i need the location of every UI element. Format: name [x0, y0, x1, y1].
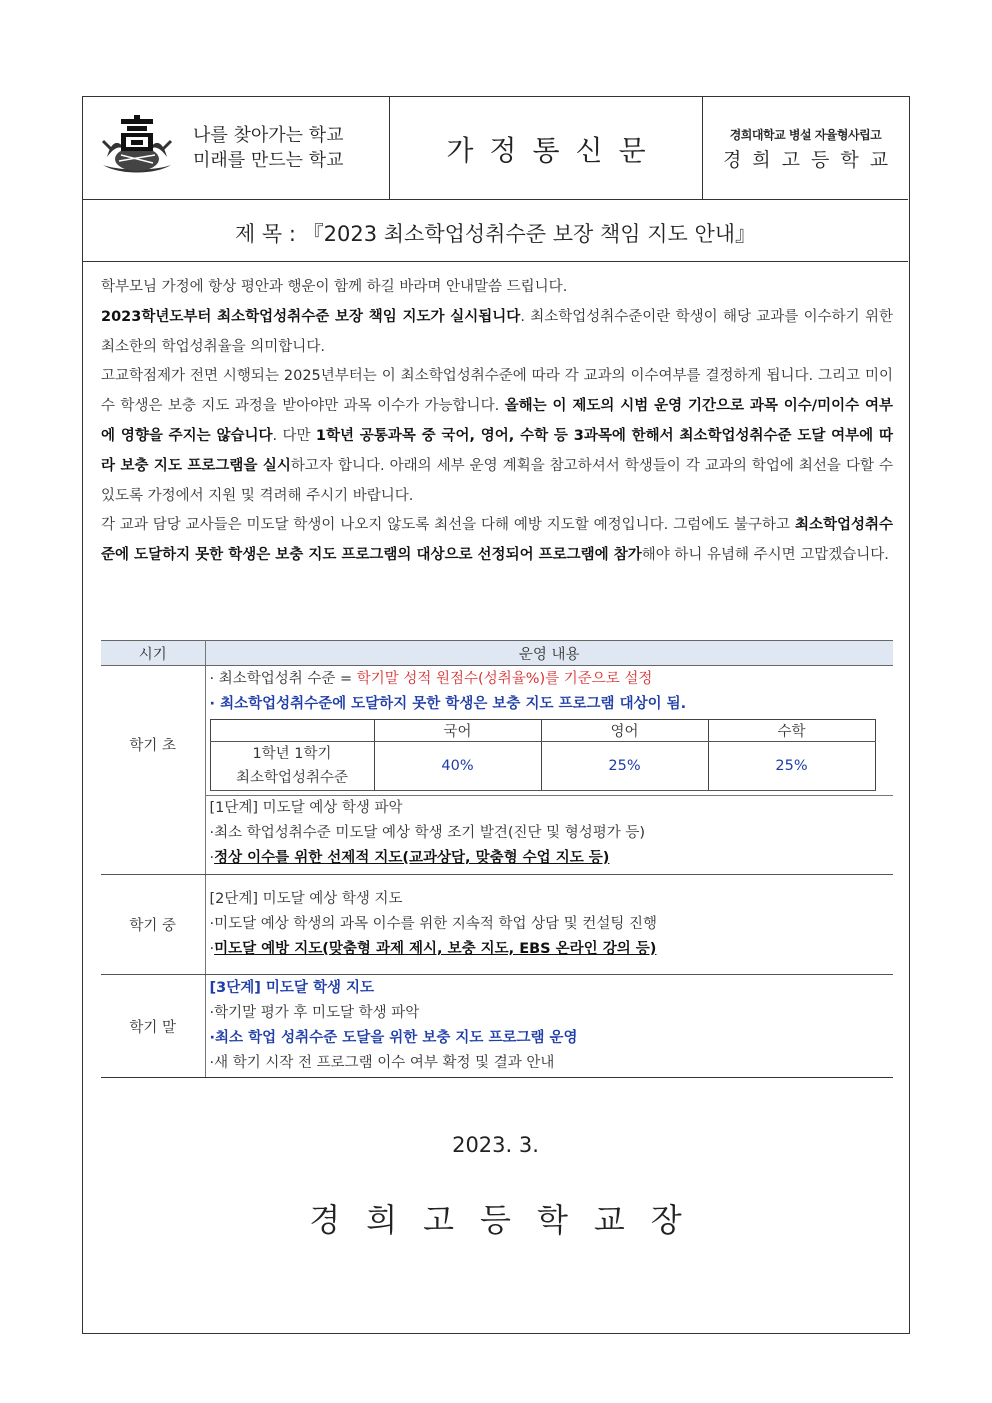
plan-text: · [209, 941, 215, 957]
row-label-line-2: 최소학업성취수준 [235, 770, 349, 786]
plan-content-late [205, 975, 893, 1078]
header-school-cell [703, 97, 908, 200]
intro-paragraph-2 [101, 303, 893, 363]
intro-paragraph-3 [101, 362, 893, 511]
step-line: ·최소 학업 성취수준 도달을 위한 보충 지도 프로그램 운영 [209, 1030, 578, 1046]
plan-highlight-red: 학기말 성적 원점수(성취율%)를 기준으로 설정 [356, 671, 653, 687]
column-header-period: 시기 [101, 641, 205, 666]
row-label [210, 742, 374, 791]
subject-row [83, 200, 908, 262]
step-title: [3단계] 미도달 학생 지도 [209, 980, 375, 996]
period-label: 학기 초 [101, 666, 205, 875]
school-affiliation: 경희대학교 병설 자율형사립고 [729, 128, 882, 142]
intro-text: 하고자 합니다. 아래의 세부 운영 계획을 참고하셔서 학생들이 각 교과의 학업에 최선을 다할 수 있도록 가정에서 지원 및 격려해 주시기 바랍니다. [101, 457, 893, 504]
plan-header-row [101, 641, 893, 666]
intro-emphasis: 최소학업성취수준에 도달하지 못한 학생은 보충 지도 프로그램의 대상으로 선정되어 프로그램에 참가 [101, 517, 893, 564]
principal-signature: 경희고등학교장 [309, 1201, 708, 1239]
intro-text: . 다만 [272, 427, 316, 444]
subject-title: 제 목 : 『2023 최소학업성취수준 보장 책임 지도 안내』 [234, 222, 757, 246]
header-motto-cell [83, 97, 390, 200]
period-label: 학기 말 [101, 975, 205, 1078]
step-line: ·최소 학업성취수준 미도달 예상 학생 조기 발견(진단 및 형성평가 등) [209, 825, 646, 841]
step-line [206, 937, 894, 962]
step-line: ·새 학기 시작 전 프로그램 이수 여부 확정 및 결과 안내 [209, 1055, 555, 1071]
intro-emphasis: 올해는 이 제도의 시범 운영 기간으로 과목 이수/미이수 여부에 영향을 주지는 않습니다 [101, 398, 894, 444]
intro-text: 해야 하니 유념해 주시면 고맙겠습니다. [641, 547, 889, 564]
empty-corner-cell [210, 720, 374, 742]
school-emblem-icon [99, 115, 175, 179]
subject-header: 영어 [541, 720, 708, 742]
intro-emphasis: 1학년 공통과목 중 국어, 영어, 수학 등 3과목에 한해서 최소학업성취수준 도달 여부에 따라 보충 지도 프로그램을 실시 [101, 427, 893, 474]
intro-text: 고교학점제가 전면 시행되는 2025년부터는 이 최소학업성취수준에 따라 각 교과의 이수여부를 결정하게 됩니다. 그리고 미이수 학생은 보충 지도 과정을 받아야만 과목 이수가 가능합니다. [101, 368, 893, 415]
plan-underlined: 정상 이수를 위한 선제적 지도(교과상담, 맞춤형 수업 지도 등) [214, 850, 610, 866]
intro-paragraph-4 [101, 511, 893, 571]
notice-date: 2023. 3. [452, 1133, 539, 1157]
plan-text: · 최소학업성취 수준 = [209, 671, 357, 687]
step-title: [1단계] 미도달 예상 학생 파악 [209, 800, 403, 816]
step-title: [2단계] 미도달 예상 학생 지도 [209, 891, 403, 907]
step-line [206, 846, 894, 871]
plan-text: · [209, 850, 215, 866]
school-name: 경희고등학교 [722, 149, 900, 171]
notice-header [83, 97, 908, 200]
achievement-value: 40% [374, 742, 541, 791]
plan-content-early [205, 666, 893, 875]
subject-header: 국어 [374, 720, 541, 742]
intro-body [101, 273, 893, 571]
plan-row-mid [101, 875, 893, 975]
plan-row-late [101, 975, 893, 1078]
plan-underlined: 미도달 예방 지도(맞춤형 과제 제시, 보충 지도, EBS 온라인 강의 등) [214, 941, 657, 957]
achievement-value: 25% [708, 742, 875, 791]
school-motto [193, 123, 344, 173]
achievement-level-table [210, 719, 876, 791]
step-1-block [206, 795, 894, 871]
header-title-cell [390, 97, 703, 200]
document-type-title: 가정통신문 [446, 134, 662, 167]
motto-line-2: 미래를 만드는 학교 [193, 150, 344, 171]
early-line-2 [206, 692, 894, 717]
intro-paragraph-1 [101, 273, 893, 303]
plan-highlight-blue: 최소학업성취수준에 도달하지 못한 학생은 보충 지도 프로그램 대상이 됨. [220, 696, 687, 712]
intro-emphasis: 2023학년도부터 최소학업성취수준 보장 책임 지도가 실시됩니다 [101, 308, 521, 325]
notice-frame [82, 96, 910, 1334]
step-line: ·학기말 평가 후 미도달 학생 파악 [209, 1005, 420, 1021]
achievement-value-row [210, 742, 875, 791]
intro-text: 학부모님 가정에 항상 평안과 행운이 함께 하길 바라며 안내말씀 드립니다. [101, 279, 568, 295]
intro-text: 각 교과 담당 교사들은 미도달 학생이 나오지 않도록 최선을 다해 예방 지도할 예정입니다. 그럼에도 불구하고 [101, 517, 795, 534]
early-line-1 [206, 667, 894, 692]
plan-content-mid [205, 875, 893, 975]
operation-plan-table [101, 640, 893, 1078]
subject-header: 수학 [708, 720, 875, 742]
plan-row-early [101, 666, 893, 875]
subject-header-row [210, 720, 875, 742]
step-line: ·미도달 예상 학생의 과목 이수를 위한 지속적 학업 상담 및 컨설팅 진행 [209, 916, 658, 932]
motto-line-1: 나를 찾아가는 학교 [193, 125, 344, 146]
period-label: 학기 중 [101, 875, 205, 975]
plan-text: · [209, 696, 221, 712]
intro-text: . 최소학업성취수준이란 학생이 해당 교과를 이수하기 위한 최소한의 학업성취율을 의미합니다. [101, 308, 893, 355]
column-header-content: 운영 내용 [205, 641, 893, 666]
row-label-line-1: 1학년 1학기 [252, 746, 332, 762]
achievement-value: 25% [541, 742, 708, 791]
